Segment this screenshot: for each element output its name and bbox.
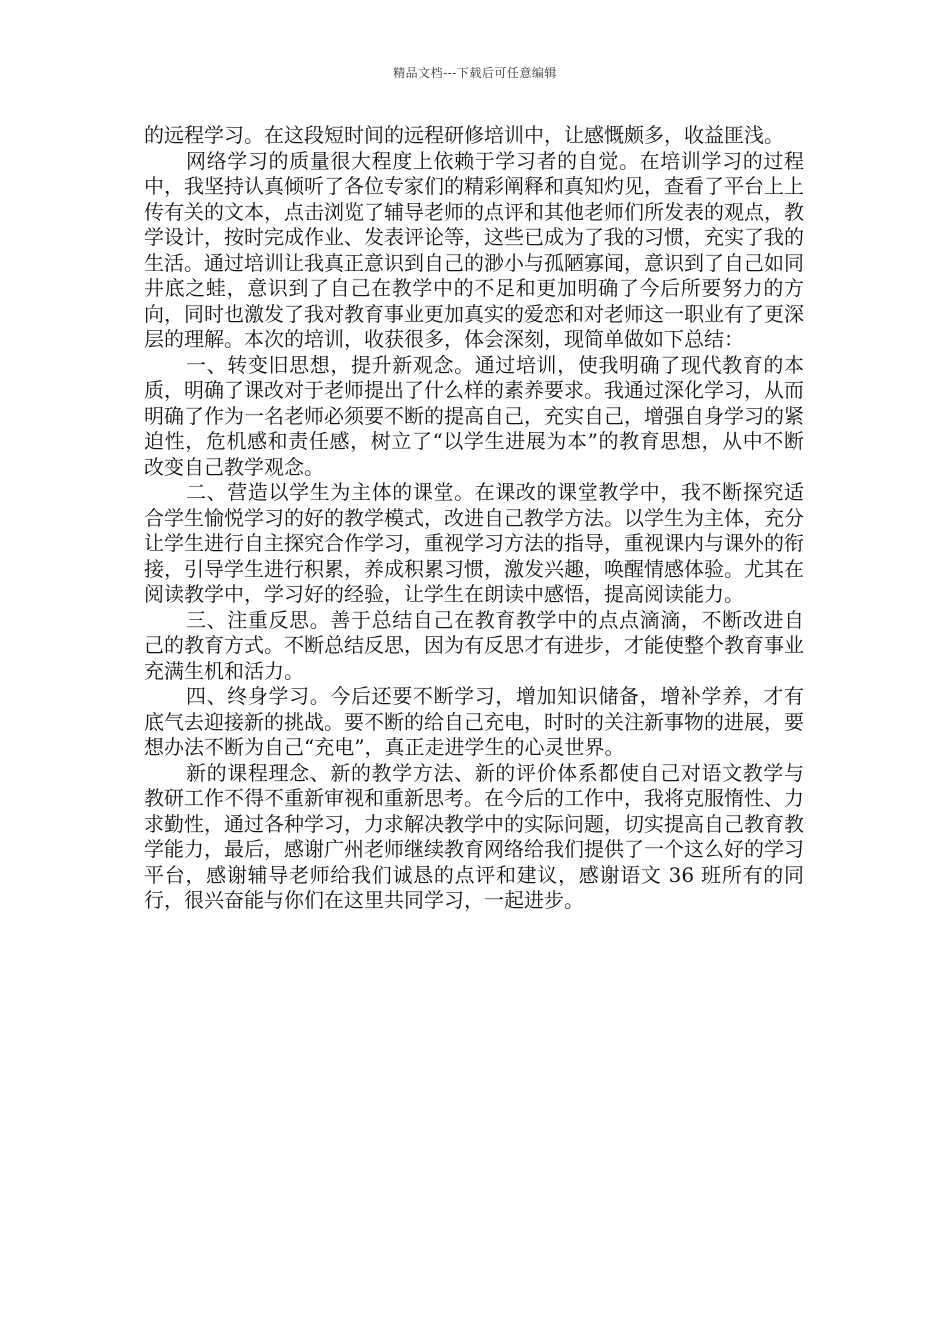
paragraph-point-three: 三、注重反思。善于总结自己在教育教学中的点点滴滴，不断改进自己的教育方式。不断总结反思，因为有反思才有进步，才能使整个教育事业充满生机和活力。 xyxy=(144,607,804,683)
paragraph-point-two: 二、营造以学生为主体的课堂。在课改的课堂教学中，我不断探究适合学生愉悦学习的好的教学模式，改进自己教学方法。以学生为主体，充分让学生进行自主探究合作学习，重视学习方法的指导，重视课内与课外的衔接，引导学生进行积累，养成积累习惯，激发兴趣，唤醒情感体验。尤其在阅读教学中，学习好的经验，让学生在朗读中感悟，提高阅读能力。 xyxy=(144,480,804,606)
paragraph-point-four: 四、终身学习。今后还要不断学习，增加知识储备，增补学养，才有底气去迎接新的挑战。要不断的给自己充电，时时的关注新事物的进展，要想办法不断为自己“充电”，真正走进学生的心灵世界。 xyxy=(144,684,804,759)
page-header: 精品文档---下载后可任意编辑 xyxy=(393,66,557,80)
paragraph-intro: 网络学习的质量很大程度上依赖于学习者的自觉。在培训学习的过程中，我坚持认真倾听了各位专家们的精彩阐释和真知灼见，查看了平台上上传有关的文本，点击浏览了辅导老师的点评和其他老师们所发表的观点，教学设计，按时完成作业、发表评论等，这些已成为了我的习惯，充实了我的生活。通过培训让我真正意识到自己的渺小与孤陋寡闻，意识到了自己如同井底之蛙，意识到了自己在教学中的不足和更加明确了今后所要努力的方向，同时也激发了我对教育事业更加真实的爱恋和对老师这一职业有了更深层的理解。本次的培训，收获很多，体会深刻，现简单做如下总结： xyxy=(144,148,804,351)
paragraph-continuation: 的远程学习。在这段短时间的远程研修培训中，让感慨颇多，收益匪浅。 xyxy=(144,123,784,147)
document-body xyxy=(144,123,804,914)
paragraph-conclusion: 新的课程理念、新的教学方法、新的评价体系都使自己对语文教学与教研工作不得不重新审视和重新思考。在今后的工作中，我将克服惰性、力求勤性，通过各种学习，力求解决教学中的实际问题，切实提高自己教育教学能力，最后，感谢广州老师继续教育网络给我们提供了一个这么好的学习平台，感谢辅导老师给我们诚恳的点评和建议，感谢语文 36 班所有的同行，很兴奋能与你们在这里共同学习，一起进步。 xyxy=(144,760,804,912)
paragraph-point-one: 一、转变旧思想，提升新观念。通过培训，使我明确了现代教育的本质，明确了课改对于老师提出了什么样的素养要求。我通过深化学习，从而明确了作为一名老师必须要不断的提高自己，充实自己，增强自身学习的紧迫性，危机感和责任感，树立了“以学生进展为本”的教育思想，从中不断改变自己教学观念。 xyxy=(144,352,804,479)
